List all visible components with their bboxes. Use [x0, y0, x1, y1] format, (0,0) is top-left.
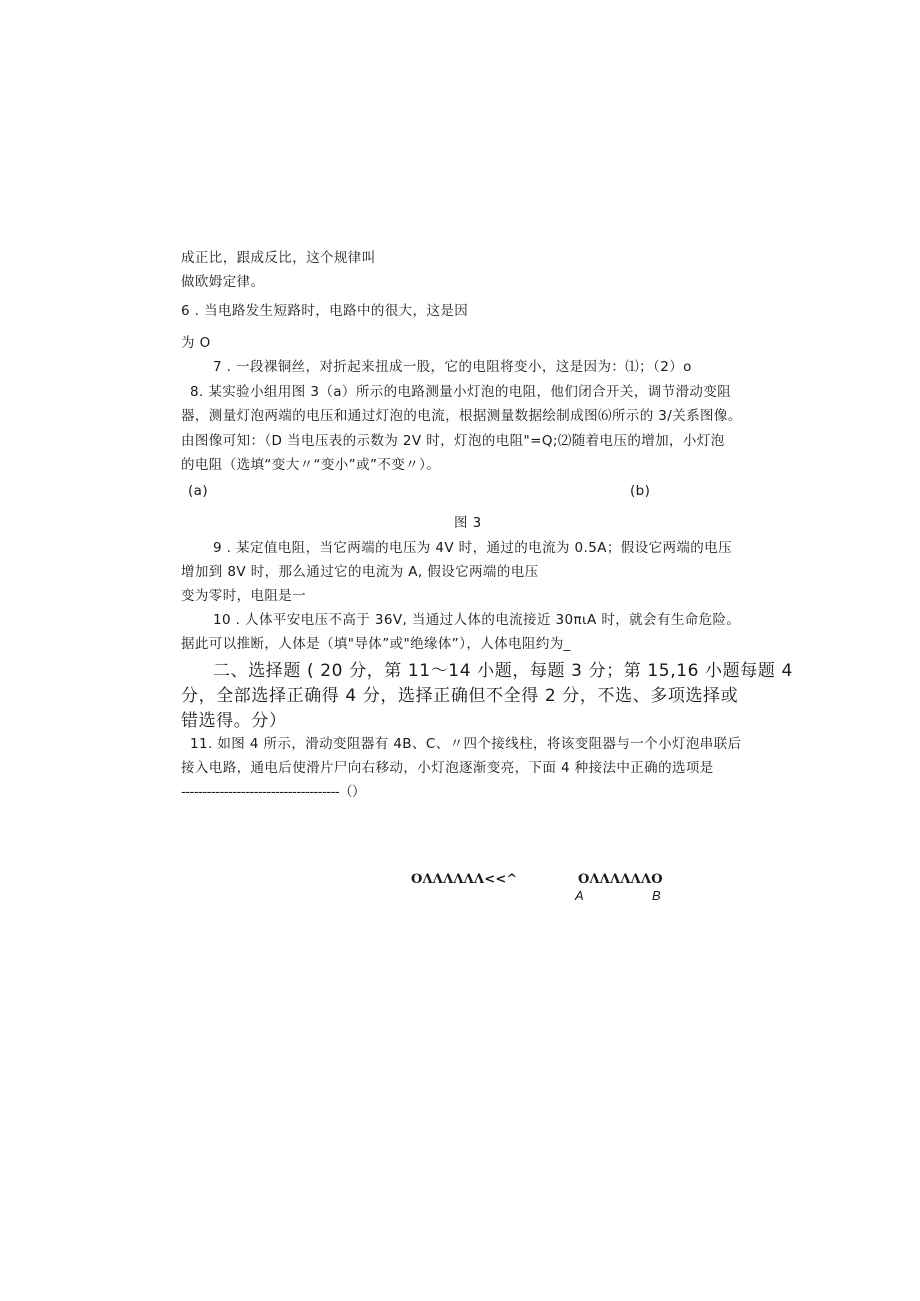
rheostat-symbol-left: OΛΛΛΛΛΛ<<^	[411, 872, 518, 887]
question-7-line: 7 . 一段裸铜丝，对折起来扭成一股，它的电阻将变小，这是因为：⑴；（2）o	[213, 359, 692, 375]
question-6-line: 6 . 当电路发生短路时，电路中的很大，这是因	[181, 303, 469, 319]
question-8-line: 8. 某实验小组用图 3（a）所示的电路测量小灯泡的电阻，他们闭合开关，调节滑动变阻	[190, 384, 732, 400]
question-9-line: 9 . 某定值电阻，当它两端的电压为 4V 时，通过的电流为 0.5A；假设它两端的电压	[213, 540, 732, 556]
section-heading: 分，全部选择正确得 4 分，选择正确但不全得 2 分，不选、多项选择或	[181, 686, 739, 706]
terminal-label-b: B	[652, 888, 661, 903]
question-8-line: 由图像可知：（D 当电压表的示数为 2V 时，灯泡的电阻"=Q;⑵随着电压的增加，小灯泡	[181, 433, 725, 449]
section-heading: 错选得。分）	[181, 711, 287, 731]
question-9-line: 变为零时，电阻是一	[181, 588, 307, 604]
question-6-continuation: 为 O	[181, 335, 211, 351]
figure-3b-label: (b)	[630, 483, 651, 499]
question-11-line: 接入电路，通电后使滑片尸向右移动，小灯泡逐渐变亮，下面 4 种接法中正确的选项是	[181, 760, 714, 776]
question-9-line: 增加到 8V 时，那么通过它的电流为 A, 假设它两端的电压	[181, 564, 539, 580]
answer-blank: -------------------------------------（）	[181, 784, 365, 800]
figure-3-caption: 图 3	[454, 515, 482, 531]
figure-3a-label: (a)	[188, 483, 209, 499]
section-heading: 二、选择题 ( 20 分，第 11〜14 小题，每题 3 分；第 15,16 小题每题 4	[213, 661, 793, 681]
text-line: 成正比，跟成反比，这个规律叫	[181, 250, 376, 266]
question-8-line: 器，测量灯泡两端的电压和通过灯泡的电流，根据测量数据绘制成图⑹所示的 3/关系图像。	[181, 408, 742, 424]
terminal-label-a: A	[575, 888, 584, 903]
question-8-line: 的电阻（选填“变大〃“变小”或”不变〃）。	[181, 457, 441, 473]
question-10-line: 据此可以推断，人体是（填"导体”或"绝缘体”），人体电阻约为_	[181, 636, 571, 652]
rheostat-symbol-right: OΛΛΛΛΛΛO	[578, 872, 663, 887]
question-10-line: 10 . 人体平安电压不高于 36V, 当通过人体的电流接近 30πιA 时，就会有生命危险。	[213, 612, 741, 628]
text-line: 做欧姆定律。	[181, 274, 265, 290]
question-11-line: 11. 如图 4 所示，滑动变阻器有 4B、C、〃四个接线柱，将该变阻器与一个小灯泡串联后	[190, 736, 742, 752]
